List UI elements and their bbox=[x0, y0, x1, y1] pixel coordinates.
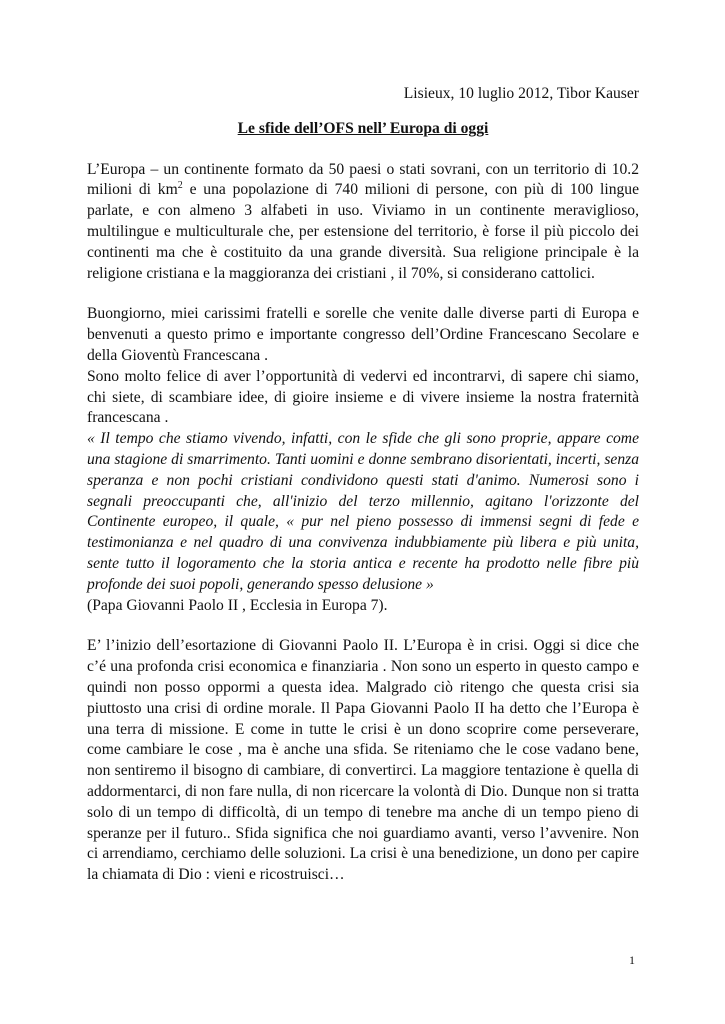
quote-citation: (Papa Giovanni Paolo II , Ecclesia in Europa 7). bbox=[87, 596, 388, 614]
papal-quote: « Il tempo che stiamo vivendo, infatti, con le sfide che gli sono proprie, appare come una stagione di smarrimento. Tanti uomini e donne sembrano disorientati, incerti, senza speranza e non pochi cristiani condividono questi stati d'animo. Numerosi sono i segnali preoccupanti che, all'inizio del terzo millennio, agitano l'orizzonte del Continente europeo, il quale, « pur nel pieno possesso di immensi segni di fede e testimonianza e nel quadro di una convivenza indubbiamente più libera e più unita, sente tutto il logoramento che la storia antica e recente ha prodotto nelle fibre più profonde dei suoi popoli, generando spesso delusione » bbox=[87, 430, 639, 593]
paragraph-intro-part-b: e una popolazione di 740 milioni di persone, con più di 100 lingue parlate, e con almeno 3 alfabeti in uso. Viviamo in un continente meraviglioso, multilingue e multiculturale che, per estensione del territorio, è forse il più piccolo dei continenti ma che è costituito da una grande diversità. Sua religione principale è la religione cristiana e la maggioranza dei cristiani , il 70%, si considerano cattolici. bbox=[87, 181, 640, 282]
page-number: 1 bbox=[629, 953, 635, 967]
paragraph-intro-part-a: L’Europa – un continente formato da 50 paesi o stati sovrani, con un territorio di 10.2 milioni di km bbox=[87, 160, 639, 199]
superscript-two: 2 bbox=[177, 180, 183, 192]
dateline: Lisieux, 10 luglio 2012, Tibor Kauser bbox=[403, 85, 639, 102]
paragraph-welcome: Sono molto felice di aver l’opportunità di vedervi ed incontrarvi, di sapere chi siamo, chi siete, di scambiare idee, di gioire insieme e di vivere insieme la nostra fraternità francescana . bbox=[87, 367, 639, 427]
paragraph-greeting: Buongiorno, miei carissimi fratelli e sorelle che venite dalle diverse parti di Europa e benvenuti a questo primo e importante congresso dell’Ordine Francescano Secolare e della Gioventù Francescana . bbox=[87, 305, 639, 364]
paragraph-intro bbox=[87, 160, 639, 285]
document-title: Le sfide dell’OFS nell’ Europa di oggi bbox=[237, 119, 489, 137]
paragraph-crisis: E’ l’inizio dell’esortazione di Giovanni Paolo II. L’Europa è in crisi. Oggi si dice che c’é una profonda crisi economica e finanziaria . Non sono un esperto in questo campo e quindi non posso oppormi a questa idea. Malgrado ciò ritengo che questa crisi sia piuttosto una crisi di ordine morale. Il Papa Giovanni Paolo II ha detto che l’Europa è una terra di missione. E come in tutte le crisi è un dono scoprire come perseverare, come cambiare le cose , ma è anche una sfida. Se riteniamo che le cose vadano bene, non sentiremo il bisogno di cambiare, di convertirci. La maggiore tentazione è quella di addormentarci, di non fare nulla, di non ricercare la volontà di Dio. Dunque non si tratta solo di un tempo di difficoltà, di un tempo di tenebre ma anche di un tempo pieno di speranze per il futuro.. Sfida significa che noi guardiamo avanti, verso l’avvenire. Non ci arrendiamo, cerchiamo delle soluzioni. La crisi è una benedizione, un dono per capire la chiamata di Dio : vieni e ricostruisci… bbox=[87, 637, 639, 884]
document-page bbox=[87, 84, 639, 886]
